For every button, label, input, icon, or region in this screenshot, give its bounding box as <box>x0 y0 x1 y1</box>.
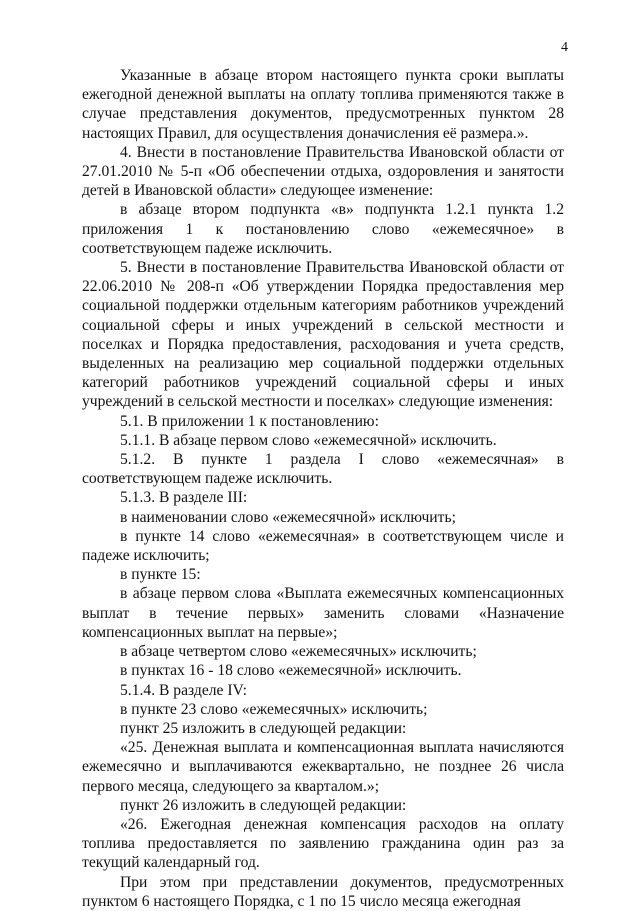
paragraph: в абзаце первом слова «Выплата ежемесячных компенсационных выплат в течение первых» заменить словами «Назначение компенсационных выплат на первые»; <box>82 585 564 641</box>
paragraph: 5.1.4. В разделе IV: <box>120 681 247 699</box>
paragraph: 4. Внести в постановление Правительства Ивановской области от 27.01.2010 № 5-п «Об обеспечении отдыха, оздоровления и занятости детей в Ивановской области» следующее изменение: <box>82 143 564 200</box>
paragraph: 5.1.1. В абзаце первом слово «ежемесячной» исключить. <box>120 431 497 449</box>
paragraph: «26. Ежегодная денежная компенсация расходов на оплату топлива предоставляется по заявлению гражданина один раз за текущий календарный год. <box>82 815 564 872</box>
paragraph: пункт 26 изложить в следующей редакции: <box>120 796 407 814</box>
paragraph: 5.1. В приложении 1 к постановлению: <box>120 412 379 430</box>
paragraph: в пункте 14 слово «ежемесячная» в соответствующем числе и падеже исключить; <box>82 527 564 565</box>
paragraph: в пунктах 16 - 18 слово «ежемесячной» исключить. <box>120 662 462 680</box>
paragraph: 5.1.3. В разделе III: <box>120 489 248 507</box>
page-number: 4 <box>561 40 568 55</box>
paragraph: в пункте 15: <box>120 566 201 584</box>
paragraph: «25. Денежная выплата и компенсационная выплата начисляются ежемесячно и выплачиваются ежеквартально, не позднее 26 числа первого месяца, следующего за кварталом.»; <box>82 739 564 795</box>
paragraph: в абзаце четвертом слово «ежемесячных» исключить; <box>120 643 477 661</box>
paragraph: Указанные в абзаце втором настоящего пункта сроки выплаты ежегодной денежной выплаты на оплату топлива применяются также в случае представления документов, предусмотренных пунктом 28 настоящих Правил, для осуществления доначисления её размера.». <box>82 67 564 142</box>
paragraph: пункт 25 изложить в следующей редакции: <box>120 719 407 737</box>
paragraph: в пункте 23 слово «ежемесячных» исключить; <box>120 700 428 718</box>
paragraph: 5.1.2. В пункте 1 раздела I слово «ежемесячная» в соответствующем падеже исключить. <box>82 451 564 488</box>
document-body <box>82 66 564 911</box>
paragraph: При этом при представлении документов, предусмотренных пунктом 6 настоящего Порядка, с 1 по 15 число месяца ежегодная <box>82 873 564 910</box>
paragraph: 5. Внести в постановление Правительства Ивановской области от 22.06.2010 № 208-п «Об утверждении Порядка предоставления мер социальной поддержки отдельным категориям работников учреждений социальной сферы и иных учреждений в сельской местности и поселках и Порядка предоставления, расходования и учета средств, выделенных на реализацию мер социальной поддержки отдельных категорий работников учреждений социальной сферы и иных учреждений в сельской местности и поселках» следующие изменения: <box>82 259 564 411</box>
paragraph: в наименовании слово «ежемесячной» исключить; <box>120 508 456 526</box>
paragraph: в абзаце втором подпункта «в» подпункта 1.2.1 пункта 1.2 приложения 1 к постановлению слово «ежемесячное» в соответствующем падеже исключить. <box>82 201 564 257</box>
